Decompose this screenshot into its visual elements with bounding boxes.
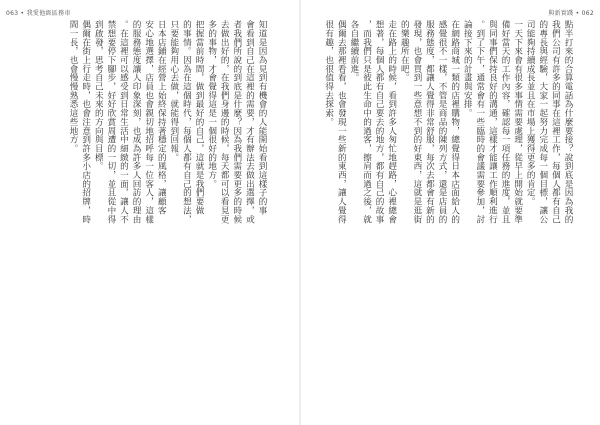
text-column: 安心地選擇，店員也會親切地招呼每一位客人，這樣 (143, 20, 154, 224)
right-running-header: 與新實踐 • 062 (548, 10, 594, 17)
text-column: 到啟發，思考自己未來的方向與目標。 (93, 20, 104, 171)
text-column: 發現，也會買到一些意想不到的好東西，這就是逛街 (411, 20, 422, 224)
text-column: 偶爾在街上行走時，也會注意到許多小店的招牌，時 (80, 20, 91, 224)
text-column: 只要能夠用心去做，就能得到回報。 (168, 20, 179, 162)
left-page-text (68, 20, 268, 415)
text-column: 偶爾去那裡看看，也會發現一些新的東西，讓人覺得 (336, 20, 347, 224)
text-column: 感覺很不一樣，不管是商品的陳列方式，還是店員的 (437, 20, 448, 224)
text-column: 與同事們保持良好的溝通，這樣才能讓工作順利進行 (487, 20, 498, 224)
text-column: 各自繼續前進。 (348, 20, 359, 82)
text-column: 去做出好的，在我們身邊的時候，每天都可以看見更 (219, 20, 230, 224)
left-running-header: 063 • 我愛他級區務車 (6, 10, 71, 17)
text-column: 禁想要停下腳步，好好欣賞周遭的一切，並且從中得 (105, 20, 116, 224)
text-column: 會看到自己在這裡的需要，才有辦法去做出選擇，或 (244, 20, 255, 224)
text-column: ，而我們只是彼此生命中的過客，擦肩而過之後，就 (361, 20, 372, 224)
text-column: 知道是因為見到有機會的人能開始看到這樣子的事 (257, 20, 267, 215)
text-column: 服務態度，都讓人覺得非常舒服，每次去都會有新的 (424, 20, 435, 224)
text-column: 的專長與經驗，大家一起努力完成每一個目標，讓公 (537, 20, 548, 224)
text-column: 走在路上的時候，看到許多人匆忙地趕路，心裡總會 (386, 20, 397, 224)
text-column: 的事情。因為在這個時代，每個人都有自己的想法， (181, 20, 192, 224)
text-column: 論接下來的計畫與安排。 (462, 20, 473, 118)
text-column: 司能夠持續成長並且在市場上獲得更多的肯定。 (525, 20, 536, 206)
text-column: 的服務態度讓人印象深刻，也成為許多人回訪的理由 (131, 20, 142, 224)
text-column: 者我們所說的到底是什麼？因為我們需要更多的時候 (231, 20, 242, 224)
text-column: 想著，每個人都有自己要去的地方，都有自己的故事 (374, 20, 385, 224)
text-column: 在網路商城一類的店裡購物，總覺得日本店面給人的 (449, 20, 460, 224)
text-column: 。在這裡可以感受到日常生活中細緻的一面，讓人不 (118, 20, 129, 224)
text-column: 多的事物，才會覺得這是一個很好的地方。 (206, 20, 217, 189)
text-column: 間一長，也會慢慢熟悉這些地方。 (68, 20, 79, 153)
right-page-text (323, 20, 574, 415)
text-column: 。到了下午，通常會有一些臨時的會議需要參加，討 (474, 20, 485, 224)
text-column: 把握當前時間，做到最好的自己，這就是我們要做 (194, 20, 205, 215)
page-gutter (299, 0, 301, 425)
text-column: 日本店鋪在經營上始終保持著穩定的風格，讓顧客 (156, 20, 167, 215)
text-column: 點半打來的合算電話為什麼要接？說到底是因為我的 (563, 20, 573, 224)
text-column: 一天下來會有很多事情需要處理，從早上開始就要準 (512, 20, 523, 224)
text-column: 的樂趣所在吧。 (399, 20, 410, 82)
text-column: 我們公司有許多的同事在這裡工作，每個人都有自己 (550, 20, 561, 224)
text-column: 很有趣，也很值得去探索。 (323, 20, 334, 127)
text-column: 備好當天的工作內容，確認每一項任務的進度，並且 (500, 20, 511, 224)
